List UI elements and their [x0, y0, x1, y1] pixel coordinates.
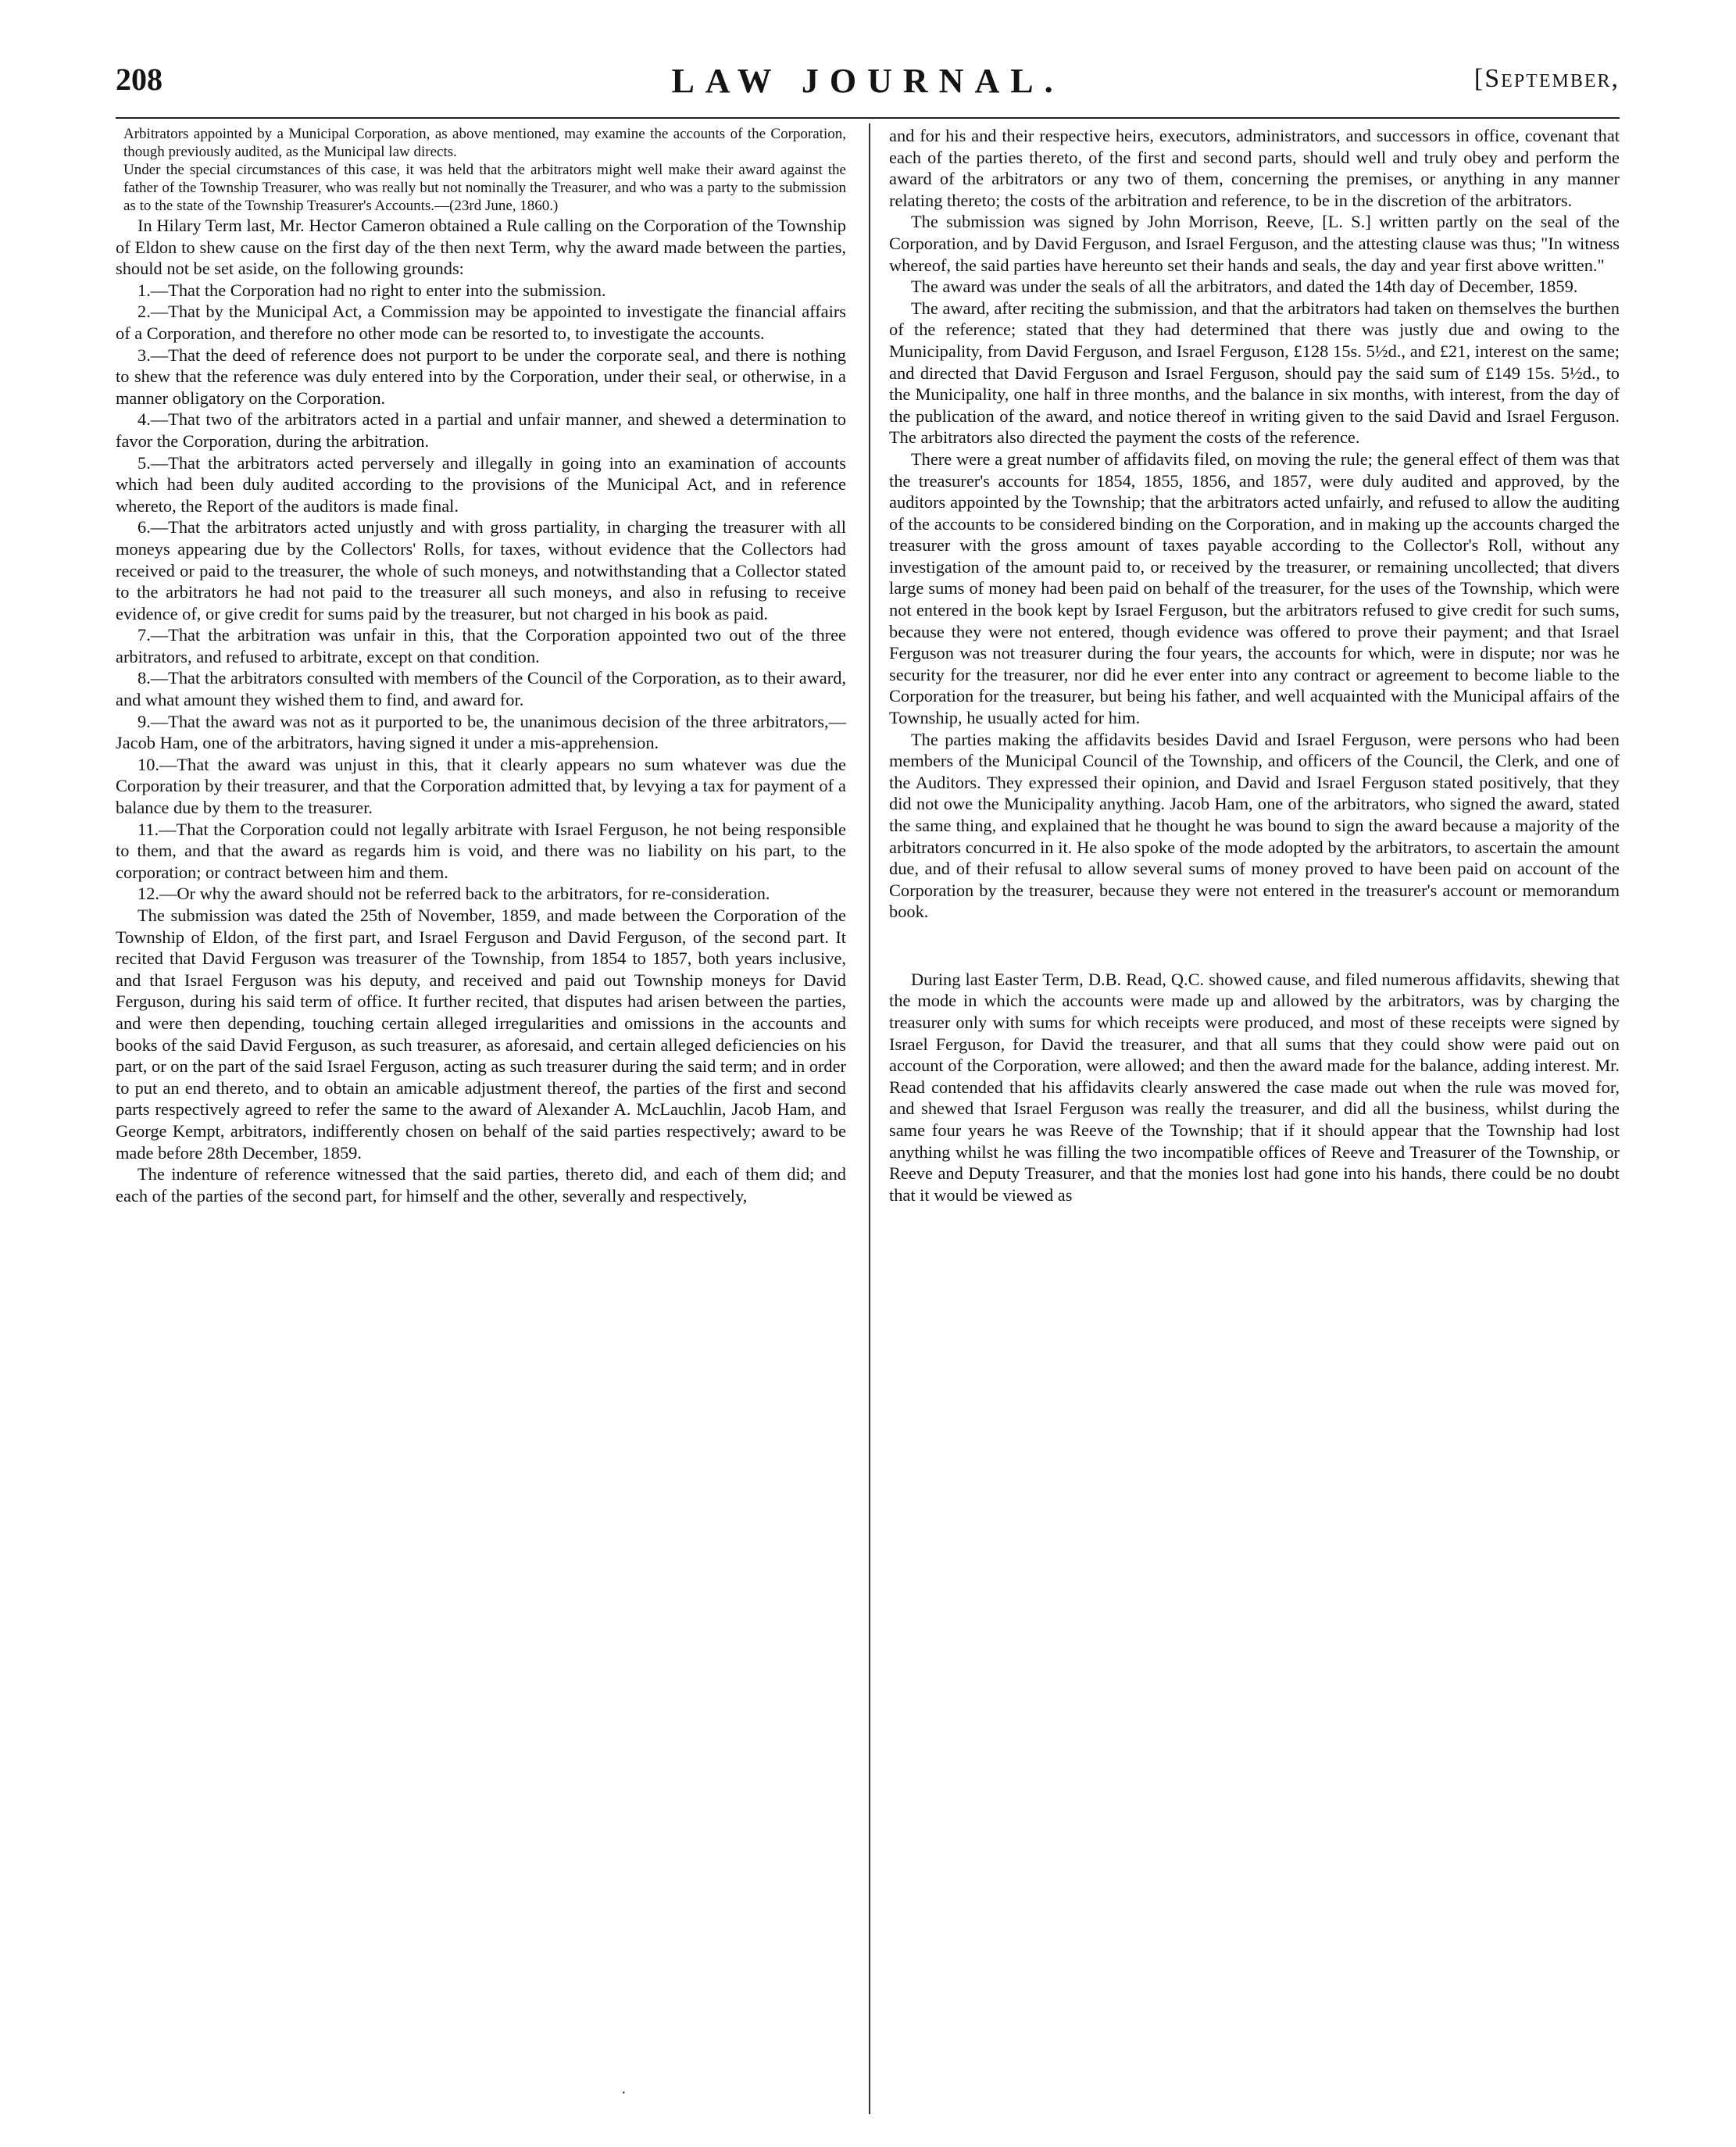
- right-paragraph: The parties making the affidavits besides David and Israel Ferguson, were persons who had been members of the Municipal Council of the Township, and officers of the Council, the Clerk, and one of the Auditors. They expressed their opinion, and David and Israel Ferguson stated positively, that they did not owe the Municipality anything. Jacob Ham, one of the arbitrators, who signed the award, stated the same thing, and explained that he thought he was bound to sign the award because a majority of the arbitrators concurred in it. He also spoke of the mode adopted by the arbitrators, to ascertain the amount due, and of their refusal to allow several sums of money proved to have been paid on account of the Corporation by the treasurer, because they were not entered in the treasurer's account or memorandum book.: [889, 729, 1620, 922]
- right-paragraph: There were a great number of affidavits filed, on moving the rule; the general effect of them was that the treasurer's accounts for 1854, 1855, 1856, and 1857, were duly audited and approved, by the auditors appointed by the Township; that the arbitrators acted unfairly, and refused to allow the auditing of the accounts to be considered binding on the Corporation, and in making up the accounts charged the treasurer with the gross amount of taxes payable according to the Collector's Roll, without any investigation of the amount paid to, or received by the treasurer, or remaining uncollected; that divers large sums of money had been paid on behalf of the treasurer, for the uses of the Township, which were not entered in the book kept by Israel Ferguson, but the arbitrators refused to give credit for such sums, because they were not entered, though evidence was offered to prove their payment; and that Israel Ferguson was not treasurer during the four years, the accounts for which, were in dispute; nor was he security for the treasurer, nor did he ever enter into any contract or agreement to become liable to the Corporation for the treasurer, but being his father, and well acquainted with the Municipal affairs of the Township, he usually acted for him.: [889, 448, 1620, 728]
- left-paragraph: 9.—That the award was not as it purported to be, the unanimous decision of the three arbitrators,—Jacob Ham, one of the arbitrators, having signed it under a mis-apprehension.: [116, 711, 846, 753]
- left-paragraph: 6.—That the arbitrators acted unjustly and with gross partiality, in charging the treasurer with all moneys appearing due by the Collectors' Rolls, for taxes, without evidence that the Collectors had received or paid to the treasurer, the whole of such moneys, and notwithstanding that a Collector stated to the arbitrators he had not paid to the treasurer all such moneys, and also in refusing to receive evidence of, or give credit for sums paid by the treasurer, but not charged in his book as paid.: [116, 517, 846, 623]
- right-paragraph: and for his and their respective heirs, executors, administrators, and successors in office, covenant that each of the parties thereto, of the first and second parts, should well and truly obey and perform the award of the arbitrators or any two of them, concerning the premises, or anything in any manner relating thereto; the costs of the arbitration and reference, to be in the discretion of the arbitrators.: [889, 126, 1620, 210]
- right-paragraph: During last Easter Term, D.B. Read, Q.C. showed cause, and filed numerous affidavits, shewing that the mode in which the accounts were made up and allowed by the arbitrators, was by charging the treasurer only with sums for which receipts were produced, and most of these receipts were signed by Israel Ferguson, for David the treasurer, and that all sums that they could show were paid out on account of the Corporation, were allowed; and then the award made for the balance, adding interest. Mr. Read contended that his affidavits clearly answered the case made out when the rule was moved for, and shewed that Israel Ferguson was really the treasurer, and did all the business, whilst during the same four years he was Reeve of the Township; that if it should appear that the Township had lost anything whilst he was filling the two incompatible offices of Reeve and Treasurer of the Township, or Reeve and Deputy Treasurer, and that the monies lost had gone into his hands, there could be no doubt that it would be viewed as: [889, 969, 1620, 1205]
- column-divider: [869, 123, 870, 2114]
- page-number: 208: [116, 62, 163, 97]
- right-column: [889, 125, 1620, 1206]
- left-paragraph: 1.—That the Corporation had no right to enter into the submission.: [138, 280, 606, 300]
- header-month: [September,: [1473, 64, 1620, 93]
- right-paragraph: The award, after reciting the submission, and that the arbitrators had taken on themselves the burthen of the reference; stated that they had determined that there was justly due and owing to the Municipality, from David Ferguson, and Israel Ferguson, £128 15s. 5½d., and £21, interest on the same; and directed that David Ferguson and Israel Ferguson, should pay the said sum of £149 15s. 5½d., to the Municipality, one half in three months, and the balance in six months, with interest, from the day of the publication of the award, and notice thereof in writing given to the said David and Israel Ferguson. The arbitrators also directed the payment the costs of the reference.: [889, 298, 1620, 448]
- left-headnote: Arbitrators appointed by a Municipal Corporation, as above mentioned, may examine the accounts of the Corporation, though previously audited, as the Municipal law directs.: [123, 126, 846, 160]
- left-paragraph: 4.—That two of the arbitrators acted in a partial and unfair manner, and shewed a determination to favor the Corporation, during the arbitration.: [116, 409, 846, 451]
- right-paragraph: The award was under the seals of all the arbitrators, and dated the 14th day of December, 1859.: [911, 277, 1578, 297]
- left-paragraph: 11.—That the Corporation could not legally arbitrate with Israel Ferguson, he not being responsible to them, and that the award as regards him is void, and there was no liability on his part, to the corporation; or contract between him and them.: [116, 819, 846, 882]
- left-paragraph: In Hilary Term last, Mr. Hector Cameron obtained a Rule calling on the Corporation of the Township of Eldon to shew cause on the first day of the then next Term, why the award made between the parties, should not be set aside, on the following grounds:: [116, 216, 846, 279]
- left-paragraph: 7.—That the arbitration was unfair in this, that the Corporation appointed two out of the three arbitrators, and refused to arbitrate, except on that condition.: [116, 625, 846, 666]
- left-column: [116, 125, 846, 1206]
- left-paragraph: 12.—Or why the award should not be referred back to the arbitrators, for re-consideration.: [138, 884, 770, 904]
- journal-title: LAW JOURNAL.: [671, 62, 1064, 100]
- left-paragraph: 8.—That the arbitrators consulted with members of the Council of the Corporation, as to their award, and what amount they wished them to find, and award for.: [116, 668, 846, 710]
- left-headnote: Under the special circumstances of this case, it was held that the arbitrators might well make their award against the father of the Township Treasurer, who was really but not nominally the Treasurer, and who was a party to the submission as to the state of the Township Treasurer's Accounts.—(23rd June, 1860.): [123, 162, 846, 214]
- right-paragraph: The submission was signed by John Morrison, Reeve, [L. S.] written partly on the seal of the Corporation, and by David Ferguson, and Israel Ferguson, and the attesting clause was thus; "In witness whereof, the said parties have hereunto set their hands and seals, the day and year first above written.": [889, 212, 1620, 275]
- left-paragraph: The submission was dated the 25th of November, 1859, and made between the Corporation of the Township of Eldon, of the first part, and Israel Ferguson and David Ferguson, of the second part. It recited that David Ferguson was treasurer of the Township, from 1854 to 1857, both years inclusive, and that Israel Ferguson was his deputy, and received and paid out Township moneys for David Ferguson, during his said term of office. It further recited, that disputes had arisen between the parties, and were then depending, touching certain alleged irregularities and omissions in the accounts and books of the said David Ferguson, as such treasurer, as aforesaid, and certain alleged deficiencies on his part, or on the part of the said Israel Ferguson, acting as such treasurer during the said term; and in order to put an end thereto, and to obtain an amicable adjustment thereof, the parties of the first and second parts respectively agreed to refer the same to the award of Alexander A. McLauchlin, Jacob Ham, and George Kempt, arbitrators, indifferently chosen on behalf of the said parties respectively; award to be made before 28th December, 1859.: [116, 906, 846, 1163]
- left-paragraph: 5.—That the arbitrators acted perversely and illegally in going into an examination of accounts which had been duly audited according to the provisions of the Municipal Act, and in reference whereto, the Report of the auditors is made final.: [116, 452, 846, 516]
- header-rule: [116, 117, 1620, 119]
- left-paragraph: 2.—That by the Municipal Act, a Commission may be appointed to investigate the financial affairs of a Corporation, and therefore no other mode can be resorted to, to investigate the accounts.: [116, 302, 846, 343]
- running-header: [116, 61, 1620, 111]
- printer-dot: ·: [621, 2084, 627, 2102]
- left-paragraph: The indenture of reference witnessed that the said parties, thereto did, and each of them did; and each of the parties of the second part, for himself and the other, severally and respectively,: [116, 1164, 846, 1206]
- left-paragraph: 10.—That the award was unjust in this, that it clearly appears no sum whatever was due the Corporation by their treasurer, and that the Corporation admitted that, by levying a tax for payment of a balance due by them to the treasurer.: [116, 754, 846, 818]
- right-spacer: [889, 940, 1620, 951]
- left-paragraph: 3.—That the deed of reference does not purport to be under the corporate seal, and there is nothing to shew that the reference was duly entered into by the Corporation, under their seal, or otherwise, in a manner obligatory on the Corporation.: [116, 345, 846, 408]
